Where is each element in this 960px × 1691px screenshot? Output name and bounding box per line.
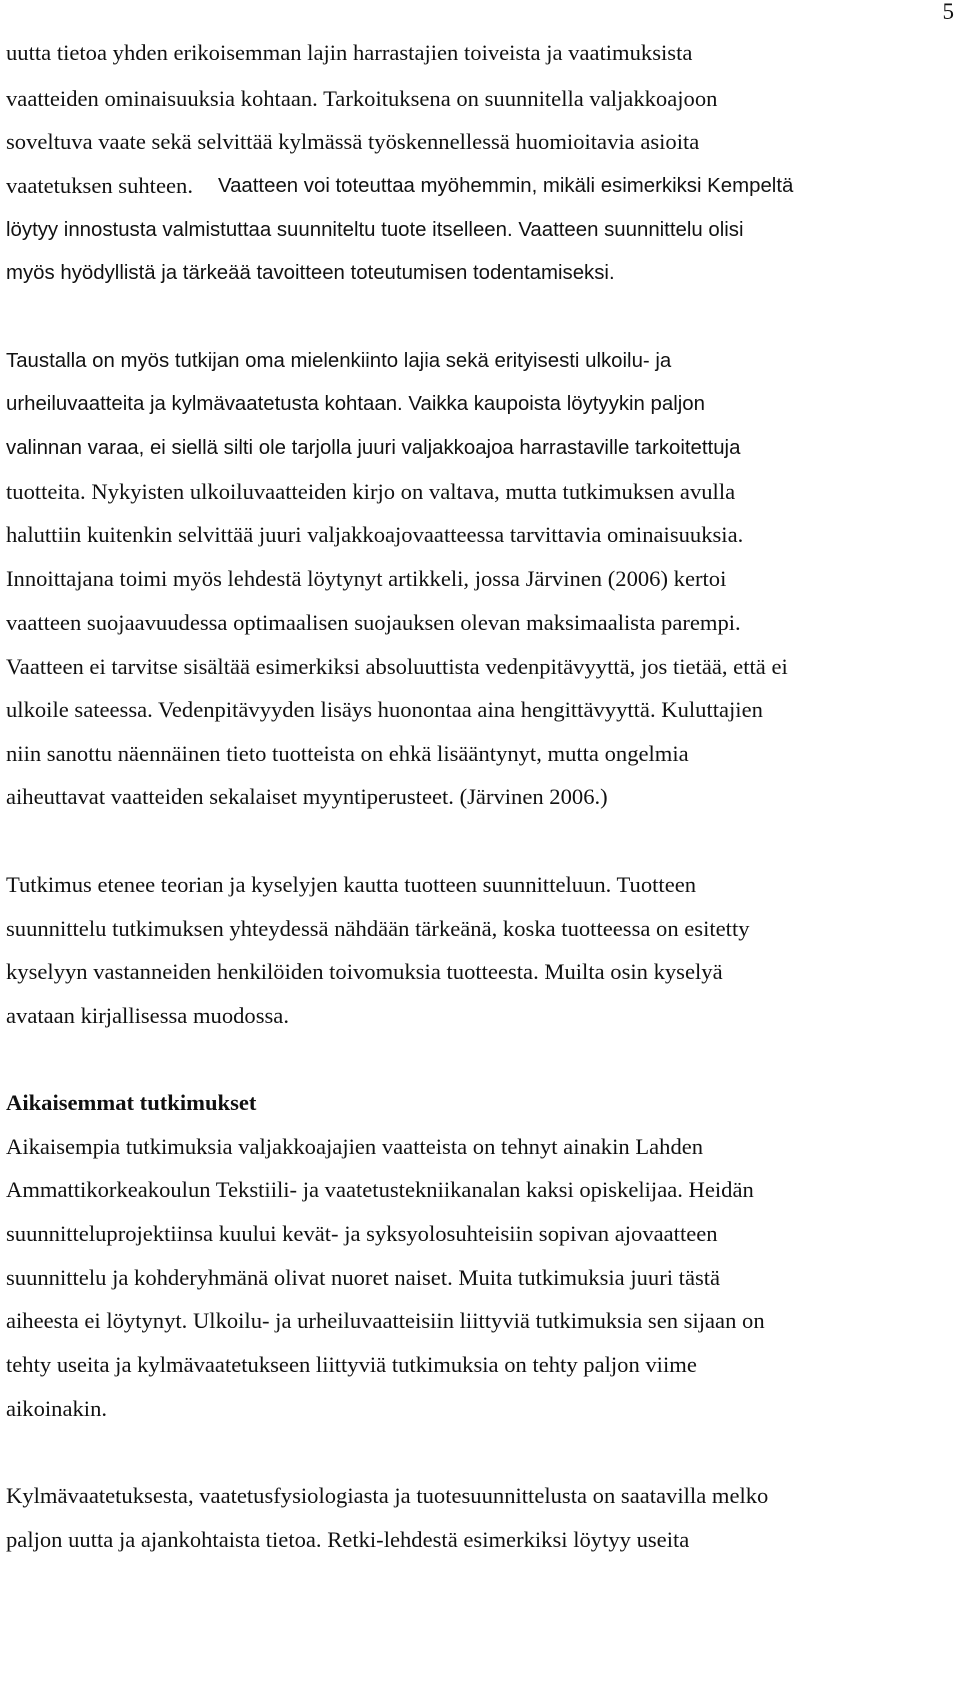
paragraph-line: Vaatteen ei tarvitse sisältää esimerkiksi absoluuttista vedenpitävyyttä, jos tietää, että ei	[6, 654, 788, 679]
paragraph-line: Aikaisempia tutkimuksia valjakkoajajien vaatteista on tehnyt ainakin Lahden	[6, 1134, 704, 1159]
paragraph-line: Tutkimus etenee teorian ja kyselyjen kautta tuotteen suunnitteluun. Tuotteen	[6, 872, 697, 897]
paragraph-line: Taustalla on myös tutkijan oma mielenkiinto lajia sekä erityisesti ulkoilu- ja	[6, 350, 672, 372]
paragraph-line: valinnan varaa, ei siellä silti ole tarjolla juuri valjakkoajoa harrastaville tarkoitettuja	[6, 437, 741, 459]
paragraph-line: Vaatteen voi toteuttaa myöhemmin, mikäli esimerkiksi Kempeltä	[218, 175, 794, 197]
paragraph-line: ulkoile sateessa. Vedenpitävyyden lisäys huonontaa aina hengittävyyttä. Kuluttajien	[6, 697, 763, 722]
paragraph-line: aikoinakin.	[6, 1396, 108, 1421]
paragraph-line: Innoittajana toimi myös lehdestä löytynyt artikkeli, jossa Järvinen (2006) kertoi	[6, 566, 727, 591]
paragraph-line: myös hyödyllistä ja tärkeää tavoitteen toteutumisen todentamiseksi.	[6, 262, 615, 284]
paragraph-line: tehty useita ja kylmävaatetukseen liittyviä tutkimuksia on tehty paljon viime	[6, 1352, 697, 1377]
paragraph-line: vaatteen suojaavuudessa optimaalisen suojauksen olevan maksimaalista parempi.	[6, 610, 741, 635]
paragraph-line: paljon uutta ja ajankohtaista tietoa. Retki-lehdestä esimerkiksi löytyy useita	[6, 1527, 690, 1552]
paragraph-line: vaatetuksen suhteen.	[6, 173, 193, 198]
page-number: 5	[942, 0, 954, 24]
paragraph-line: Kylmävaatetuksesta, vaatetusfysiologiasta ja tuotesuunnittelusta on saatavilla melko	[6, 1483, 769, 1508]
paragraph-line: avataan kirjallisessa muodossa.	[6, 1003, 289, 1028]
paragraph-line: tuotteita. Nykyisten ulkoiluvaatteiden kirjo on valtava, mutta tutkimuksen avulla	[6, 479, 736, 504]
paragraph-line: uutta tietoa yhden erikoisemman lajin harrastajien toiveista ja vaatimuksista	[6, 40, 693, 65]
paragraph-line: suunnittelu tutkimuksen yhteydessä nähdään tärkeänä, koska tuotteessa on esitetty	[6, 916, 750, 941]
paragraph-line: Ammattikorkeakoulun Tekstiili- ja vaatetustekniikanalan kaksi opiskelijaa. Heidän	[6, 1177, 754, 1202]
paragraph-line: soveltuva vaate sekä selvittää kylmässä työskennellessä huomioitavia asioita	[6, 129, 700, 154]
paragraph-line: haluttiin kuitenkin selvittää juuri valjakkoajovaatteessa tarvittavia ominaisuuksia.	[6, 522, 744, 547]
paragraph-line: urheiluvaatteita ja kylmävaatetusta kohtaan. Vaikka kaupoista löytyykin paljon	[6, 393, 705, 415]
paragraph-line: vaatteiden ominaisuuksia kohtaan. Tarkoituksena on suunnitella valjakkoajoon	[6, 86, 718, 111]
paragraph-line: aiheuttavat vaatteiden sekalaiset myyntiperusteet. (Järvinen 2006.)	[6, 784, 608, 809]
paragraph-line: aiheesta ei löytynyt. Ulkoilu- ja urheiluvaatteisiin liittyviä tutkimuksia sen sijaan on	[6, 1308, 765, 1333]
paragraph-line: suunnittelu ja kohderyhmänä olivat nuoret naiset. Muita tutkimuksia juuri tästä	[6, 1265, 721, 1290]
paragraph-line: löytyy innostusta valmistuttaa suunniteltu tuote itselleen. Vaatteen suunnittelu olisi	[6, 219, 744, 241]
paragraph-line: kyselyyn vastanneiden henkilöiden toivomuksia tuotteesta. Muilta osin kyselyä	[6, 959, 723, 984]
paragraph-line: niin sanottu näennäinen tieto tuotteista on ehkä lisääntynyt, mutta ongelmia	[6, 741, 689, 766]
section-heading: Aikaisemmat tutkimukset	[6, 1090, 257, 1115]
paragraph-line: suunnitteluprojektiinsa kuului kevät- ja syksyolosuhteisiin sopivan ajovaatteen	[6, 1221, 718, 1246]
